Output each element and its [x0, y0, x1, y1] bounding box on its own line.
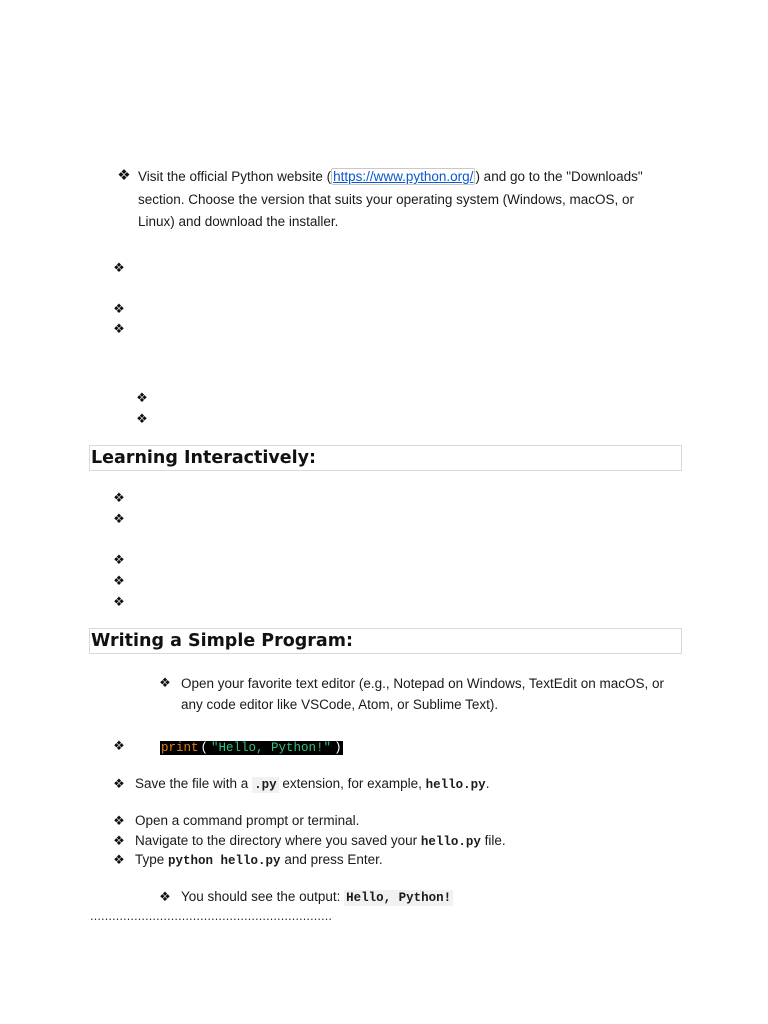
- bullet-icon: ❖: [113, 322, 125, 337]
- hello-py-filename: hello.py: [420, 835, 481, 849]
- output-value: Hello, Python!: [346, 891, 452, 905]
- editor-paragraph: [181, 673, 681, 715]
- save-instruction: Save the file with a .py extension, for example, hello.py.: [135, 776, 490, 792]
- heading-learning-interactively: Learning Interactively:: [89, 445, 682, 471]
- bullet-icon: ❖: [113, 512, 125, 527]
- editor-line-2: any code editor like VSCode, Atom, or Sublime Text).: [181, 697, 499, 712]
- output-instruction: You should see the output: Hello, Python!: [181, 889, 452, 905]
- bullet-icon: ❖: [113, 777, 125, 792]
- bullet-icon: ❖: [159, 676, 171, 691]
- intro-line-3: Linux) and download the installer.: [138, 214, 339, 229]
- py-extension: .py: [254, 778, 277, 792]
- python-website-link[interactable]: https://www.python.org/: [333, 169, 474, 184]
- navigate-instruction: Navigate to the directory where you saved your hello.py file.: [135, 833, 506, 849]
- intro-paragraph: [138, 166, 678, 234]
- bullet-icon: ❖: [136, 391, 148, 406]
- bullet-icon: ❖: [159, 890, 171, 905]
- bullet-icon: ❖: [113, 834, 125, 849]
- bullet-icon: ❖: [113, 302, 125, 317]
- footer-dotted-line: …………………………………………………………: [90, 910, 332, 923]
- bullet-icon: ❖: [113, 261, 125, 276]
- open-prompt-instruction: Open a command prompt or terminal.: [135, 813, 360, 828]
- bullet-icon: ❖: [117, 166, 131, 184]
- type-command-instruction: Type python hello.py and press Enter.: [135, 852, 383, 868]
- bullet-icon: ❖: [113, 814, 125, 829]
- editor-line-1: Open your favorite text editor (e.g., Notepad on Windows, TextEdit on macOS, or: [181, 676, 664, 691]
- code-keyword: print: [161, 741, 199, 755]
- bullet-icon: ❖: [113, 491, 125, 506]
- bullet-icon: ❖: [113, 553, 125, 568]
- code-close-paren: ): [334, 741, 342, 755]
- hello-py-filename: hello.py: [425, 778, 486, 792]
- bullet-icon: ❖: [113, 853, 125, 868]
- intro-line-1: Visit the official Python website ( https://www.python.org/ ) and go to the "Downloads": [138, 169, 643, 184]
- run-command: python hello.py: [168, 854, 281, 868]
- code-open-paren: (: [200, 741, 209, 755]
- code-print-hello: [160, 740, 343, 756]
- bullet-icon: ❖: [113, 595, 125, 610]
- bullet-icon: ❖: [136, 412, 148, 427]
- bullet-icon: ❖: [113, 739, 125, 754]
- code-string: "Hello, Python!": [211, 741, 332, 755]
- intro-line-2: section. Choose the version that suits your operating system (Windows, macOS, or: [138, 191, 634, 207]
- heading-writing-simple-program: Writing a Simple Program:: [89, 628, 682, 654]
- bullet-icon: ❖: [113, 574, 125, 589]
